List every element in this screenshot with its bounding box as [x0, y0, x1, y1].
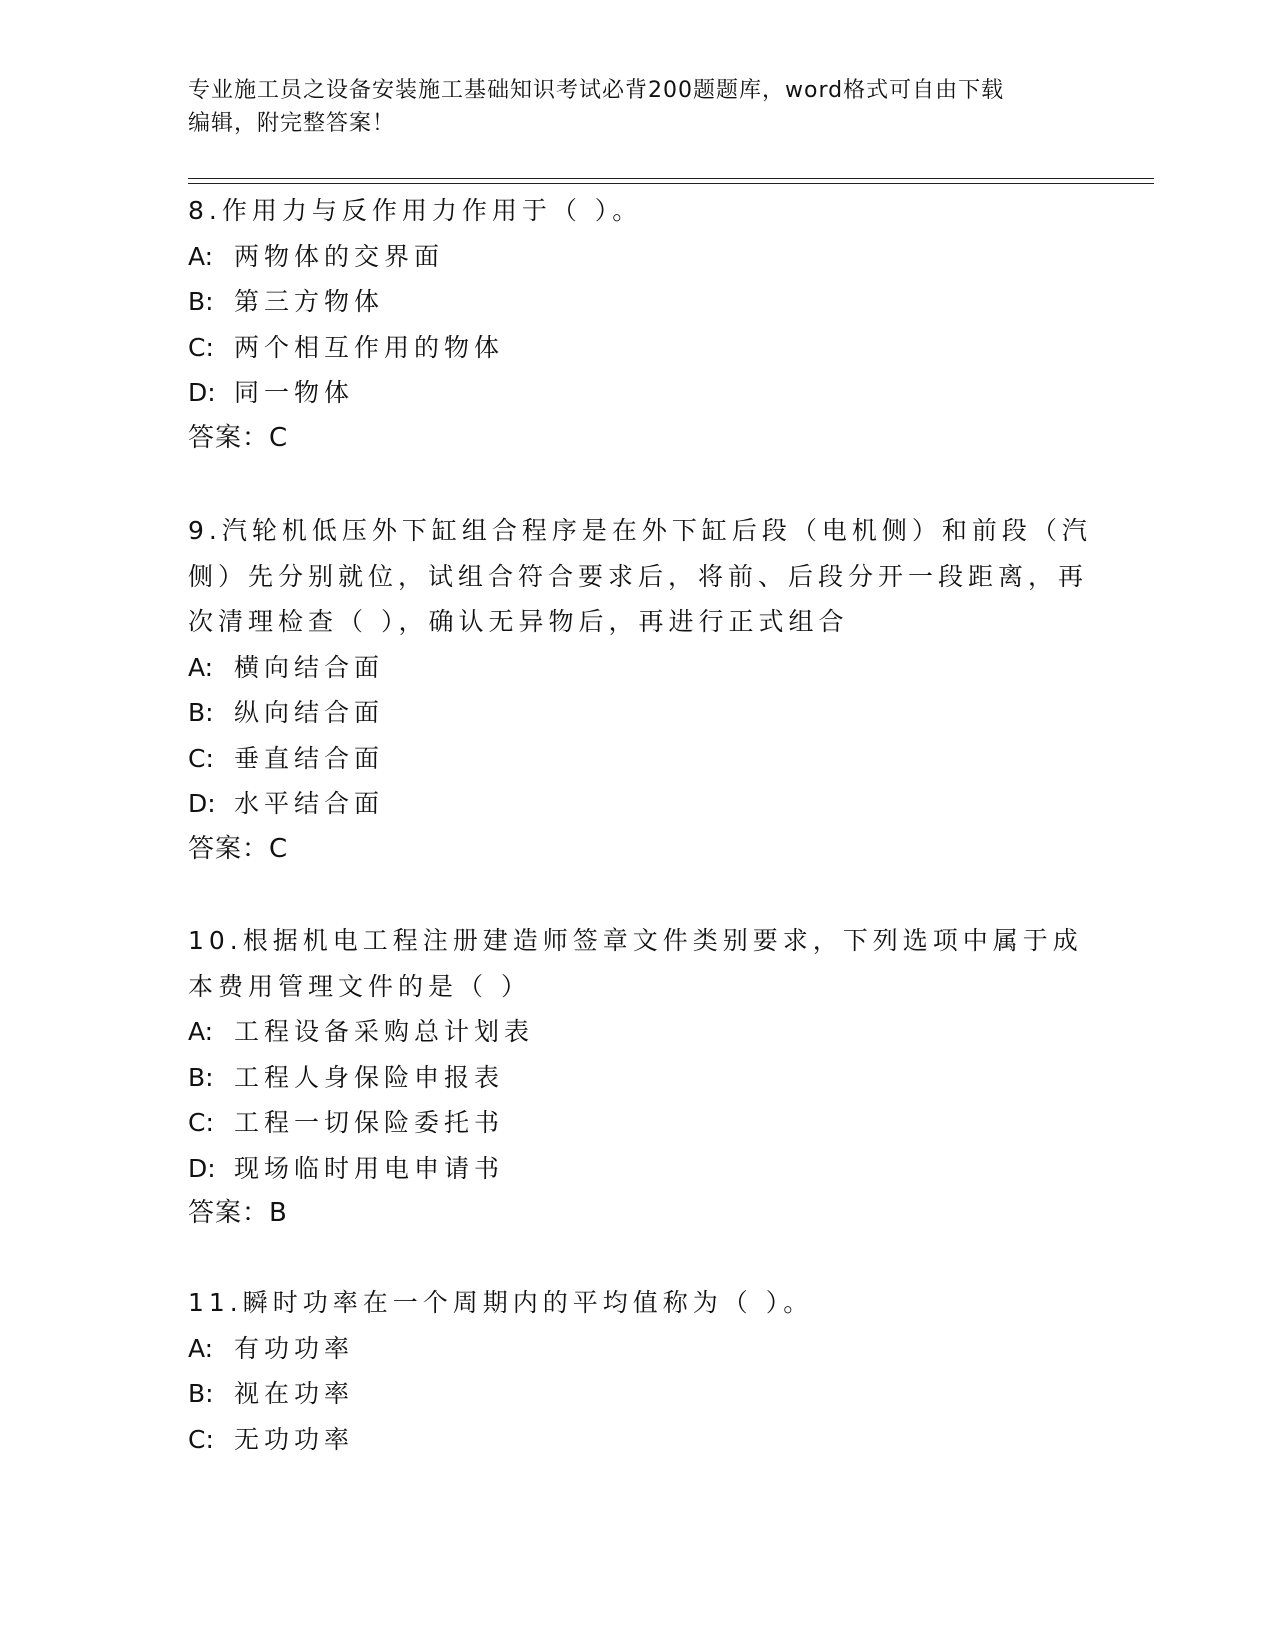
option-a	[188, 234, 1108, 280]
option-text: 纵向结合面	[234, 698, 385, 727]
option-text: 两物体的交界面	[234, 241, 445, 271]
question-stem: 10.根据机电工程注册建造师签章文件类别要求，下列选项中属于成本费用管理文件的是（ ）	[188, 926, 1083, 1001]
option-text: 有功功率	[234, 1333, 355, 1363]
option-d	[188, 781, 1108, 827]
answer-line: 答案：C	[188, 422, 289, 453]
option-d	[188, 1146, 1108, 1192]
option-letter: C:	[188, 332, 214, 362]
option-c	[188, 736, 1108, 782]
option-letter: B:	[188, 1379, 214, 1408]
option-letter: B:	[188, 698, 214, 727]
question-8	[188, 188, 1108, 461]
option-text: 视在功率	[234, 1379, 355, 1408]
option-a	[188, 645, 1108, 691]
question-11	[188, 1280, 1108, 1462]
document-header	[188, 74, 1088, 140]
header-divider-bottom	[188, 183, 1154, 184]
question-10	[188, 918, 1108, 1237]
option-text: 同一物体	[234, 378, 355, 407]
question-stem: 11.瞬时功率在一个周期内的平均值称为（ ）。	[188, 1288, 814, 1317]
option-b	[188, 1371, 1108, 1417]
option-b	[188, 1055, 1108, 1101]
option-c	[188, 1417, 1108, 1463]
answer-line: 答案：B	[188, 1198, 288, 1228]
option-d	[188, 370, 1108, 416]
option-text: 无功功率	[234, 1424, 355, 1454]
option-letter: C:	[188, 1424, 214, 1454]
option-letter: A:	[188, 241, 214, 271]
option-text: 工程一切保险委托书	[234, 1108, 505, 1137]
option-letter: D:	[188, 1153, 216, 1183]
option-letter: A:	[188, 1017, 214, 1046]
option-text: 第三方物体	[234, 287, 385, 316]
option-text: 工程设备采购总计划表	[234, 1017, 535, 1046]
header-divider-top	[188, 178, 1154, 179]
answer-line: 答案：C	[188, 833, 289, 864]
option-letter: C:	[188, 1108, 214, 1137]
question-stem: 9.汽轮机低压外下缸组合程序是在外下缸后段（电机侧）和前段（汽侧）先分别就位，试组合符合要求后，将前、后段分开一段距离，再次清理检查（ ），确认无异物后，再进行正式组合	[188, 516, 1092, 636]
option-a	[188, 1009, 1108, 1055]
option-b	[188, 690, 1108, 736]
option-text: 工程人身保险申报表	[234, 1062, 505, 1092]
option-letter: B:	[188, 1062, 214, 1092]
option-text: 两个相互作用的物体	[234, 332, 505, 362]
option-text: 横向结合面	[234, 652, 385, 682]
option-c	[188, 1100, 1108, 1146]
option-text: 垂直结合面	[234, 743, 385, 773]
header-line-1: 专业施工员之设备安装施工基础知识考试必背200题题库，word格式可自由下载	[188, 78, 1005, 103]
option-letter: B:	[188, 287, 214, 316]
option-letter: C:	[188, 743, 214, 773]
question-9	[188, 508, 1108, 872]
option-text: 现场临时用电申请书	[234, 1153, 505, 1183]
option-b	[188, 279, 1108, 325]
option-a	[188, 1326, 1108, 1372]
question-stem: 8.作用力与反作用力作用于（ ）。	[188, 196, 643, 225]
option-letter: A:	[188, 1333, 214, 1363]
option-letter: A:	[188, 652, 214, 682]
option-text: 水平结合面	[234, 789, 385, 818]
option-letter: D:	[188, 378, 216, 407]
option-letter: D:	[188, 789, 216, 818]
option-c	[188, 325, 1108, 371]
header-line-2: 编辑，附完整答案！	[188, 111, 396, 136]
